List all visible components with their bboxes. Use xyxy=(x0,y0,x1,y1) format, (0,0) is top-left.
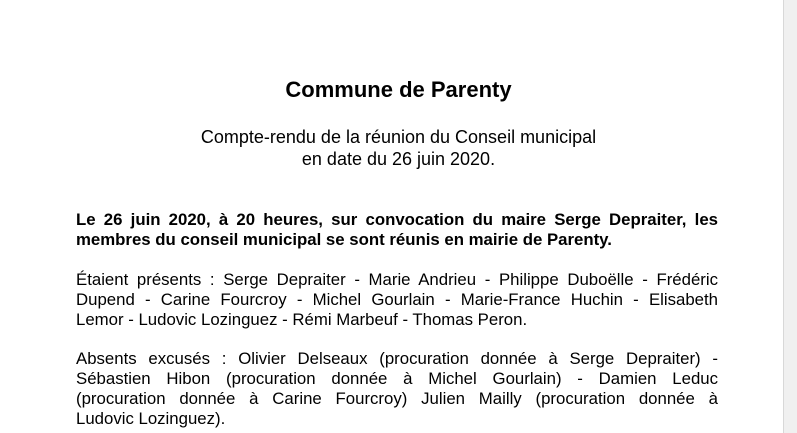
document-title: Commune de Parenty xyxy=(285,77,512,102)
intro-paragraph xyxy=(76,210,718,250)
intro-line: Le 26 juin 2020, à 20 heures, sur convocation du maire Serge Depraiter, les xyxy=(76,210,718,229)
absent-members-line: (procuration donnée à Carine Fourcroy) Julien Mailly (procuration donnée à xyxy=(76,389,718,408)
subtitle-line: en date du 26 juin 2020. xyxy=(301,149,496,169)
present-members-paragraph xyxy=(76,270,718,330)
absent-members-line: Absents excusés : Olivier Delseaux (procuration donnée à Serge Depraiter) - xyxy=(76,349,718,368)
absent-members-paragraph xyxy=(76,349,718,429)
present-members-line: Dupend - Carine Fourcroy - Michel Gourlain - Marie-France Huchin - Elisabeth xyxy=(76,290,718,309)
intro-line: membres du conseil municipal se sont réunis en mairie de Parenty. xyxy=(76,230,612,249)
present-members-line: Étaient présents : Serge Depraiter - Marie Andrieu - Philippe Duboëlle - Frédéric xyxy=(76,270,718,289)
scrollbar-track[interactable] xyxy=(784,0,797,433)
absent-members-line: Ludovic Lozinguez). xyxy=(76,409,226,428)
absent-members-line: Sébastien Hibon (procuration donnée à Michel Gourlain) - Damien Leduc xyxy=(76,369,718,388)
document-subtitle xyxy=(0,126,784,170)
subtitle-line: Compte-rendu de la réunion du Conseil municipal xyxy=(200,127,597,147)
present-members-line: Lemor - Ludovic Lozinguez - Rémi Marbeuf - Thomas Peron. xyxy=(76,310,528,329)
